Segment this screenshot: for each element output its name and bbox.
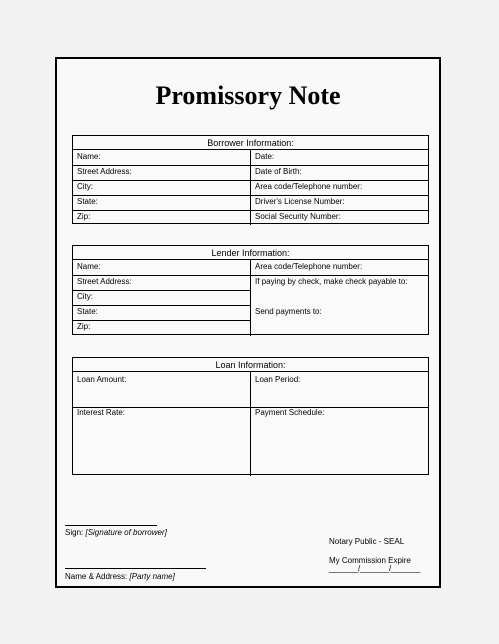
interest-rate-label: Interest Rate: (77, 408, 126, 417)
name-address-row (65, 572, 175, 581)
borrower-header: Borrower Information: (73, 136, 428, 150)
lender-street-label: Street Address: (77, 277, 132, 286)
lender-header: Lender Information: (73, 246, 428, 260)
lender-check-label: If paying by check, make check payable to: (255, 277, 408, 286)
payment-schedule-label: Payment Schedule: (255, 408, 325, 417)
loan-header: Loan Information: (73, 358, 428, 372)
borrower-name-label: Name: (77, 152, 101, 161)
loan-section (72, 357, 429, 475)
lender-zip-label: Zip: (77, 322, 91, 331)
notary-label: Notary Public - SEAL (329, 537, 405, 546)
lender-phone-label: Area code/Telephone number: (255, 262, 363, 271)
borrower-city-label: City: (77, 182, 93, 191)
name-address-line (65, 568, 206, 569)
borrower-dob-label: Date of Birth: (255, 167, 302, 176)
name-address-label: Name & Address: (65, 572, 128, 581)
sign-label: Sign: (65, 528, 84, 537)
borrower-street-label: Street Address: (77, 167, 132, 176)
lender-name-label: Name: (77, 262, 101, 271)
lender-city-label: City: (77, 292, 93, 301)
borrower-license-label: Driver's License Number: (255, 197, 345, 206)
document-title: Promissory Note (155, 81, 341, 110)
loan-period-label: Loan Period: (255, 375, 301, 384)
lender-section (72, 245, 429, 335)
document-page (55, 57, 441, 588)
sign-placeholder: [Signature of borrower] (85, 528, 167, 537)
borrower-state-label: State: (77, 197, 98, 206)
signature-line (65, 525, 157, 526)
commission-date-blank: _______/_______/_______ (329, 564, 420, 573)
borrower-date-label: Date: (255, 152, 275, 161)
sign-row (65, 528, 167, 537)
lender-send-label: Send payments to: (255, 307, 322, 316)
commission-label: My Commission Expire (329, 556, 411, 565)
borrower-phone-label: Area code/Telephone number: (255, 182, 363, 191)
name-address-placeholder: [Party name] (129, 572, 175, 581)
borrower-section (72, 135, 429, 224)
lender-state-label: State: (77, 307, 98, 316)
loan-amount-label: Loan Amount: (77, 375, 127, 384)
borrower-zip-label: Zip: (77, 212, 91, 221)
borrower-ssn-label: Social Security Number: (255, 212, 341, 221)
